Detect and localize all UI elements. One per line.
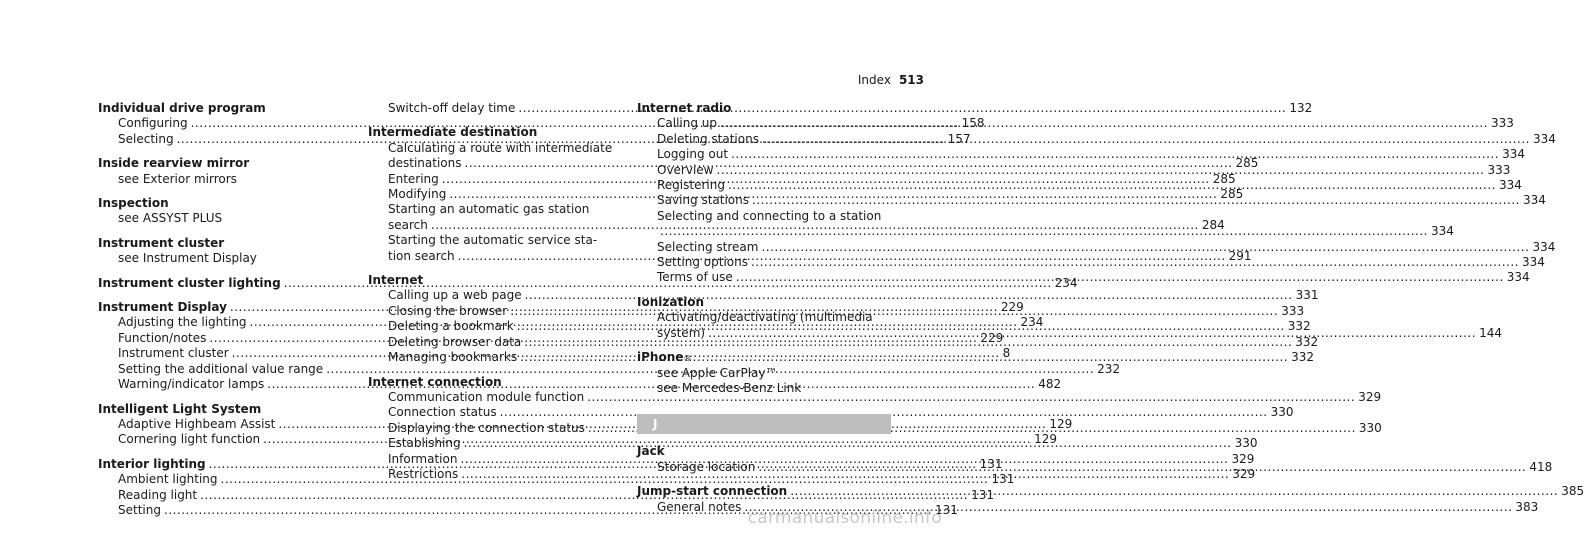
leader-dots <box>758 460 1526 475</box>
index-entry-title-line <box>637 295 869 310</box>
page-header <box>784 73 924 87</box>
entry-title: Individual drive program <box>98 101 266 115</box>
index-subentry <box>637 239 1556 255</box>
subentry-text: see Instrument Display <box>118 251 257 266</box>
subentry-page: 329 <box>1232 466 1256 481</box>
subentry-text: Closing the browser <box>388 303 508 318</box>
leader-dots <box>660 224 1428 239</box>
entry-title: Interior lighting <box>98 456 206 471</box>
subentry-page: 333 <box>1487 162 1511 177</box>
leader-dots <box>761 240 1529 255</box>
index-entry-title-line: iPhone ® <box>637 350 692 365</box>
subentry-text: Function/notes <box>118 330 207 345</box>
subentry-text: Starting the automatic service sta- <box>388 233 598 248</box>
index-subentry <box>637 381 869 396</box>
leader-dots <box>751 255 1519 270</box>
entry-title: Ionization <box>637 294 705 309</box>
subentry-page: 333 <box>1281 303 1305 318</box>
index-entry <box>98 196 330 227</box>
subentry-text: Terms of use <box>657 270 733 285</box>
page-number: 513 <box>898 73 924 87</box>
subentry-text: Restrictions <box>388 466 459 481</box>
index-entry <box>98 156 330 187</box>
subentry-page: 157 <box>947 131 971 146</box>
index-subentry <box>98 211 330 226</box>
subentry-page: 129 <box>1034 432 1058 447</box>
entry-page: 234 <box>1054 275 1078 290</box>
subentry-text: Establishing <box>388 436 461 451</box>
subentry-text: see Apple CarPlay™ <box>657 365 778 380</box>
leader-dots <box>708 326 1476 341</box>
index-subentry <box>637 310 873 325</box>
letter-section-header: J <box>637 414 891 434</box>
entry-page: 229 <box>1000 300 1024 315</box>
subentry-page: 334 <box>1502 147 1525 162</box>
subentry-text: Setting options <box>657 255 748 270</box>
entry-title: Inspection <box>98 196 169 211</box>
index-subentry <box>98 251 330 266</box>
subentry-page: 334 <box>1532 239 1556 254</box>
subentry-page: 285 <box>1212 171 1236 186</box>
index-label: Index <box>857 73 891 87</box>
subentry-page: 333 <box>1490 116 1514 131</box>
subentry-text: Activating/deactivating (multimedia <box>657 310 873 325</box>
leader-dots <box>752 193 1520 208</box>
leader-dots <box>720 116 1488 131</box>
subentry-page: 284 <box>1201 217 1225 232</box>
index-entry-title-line <box>637 444 869 459</box>
subentry-text: Registering <box>657 178 725 193</box>
subentry-text: Displaying the connection status <box>388 420 585 435</box>
subentry-text: search <box>388 217 428 232</box>
entry-title: Internet radio <box>637 101 732 115</box>
subentry-text: Adjusting the lighting <box>118 315 247 330</box>
subentry-page: 131 <box>971 487 995 502</box>
subentry-text: destinations <box>388 156 462 171</box>
subentry-page: 234 <box>1020 315 1044 330</box>
leader-dots <box>790 484 1558 499</box>
index-subentry <box>368 140 613 156</box>
subentry-page: 131 <box>934 502 958 517</box>
index-subentry <box>368 405 1294 420</box>
index-entry <box>98 236 330 267</box>
subentry-page: 332 <box>1291 350 1314 365</box>
subentry-text: Configuring <box>118 116 188 131</box>
subentry-text: Deleting a bookmark <box>388 319 514 334</box>
subentry-page: 383 <box>1515 499 1539 514</box>
subentry-text: Information <box>388 451 458 466</box>
subentry-text: Entering <box>388 171 439 186</box>
entry-title: Inside rearview mirror <box>98 156 250 171</box>
subentry-page: 285 <box>1220 187 1244 202</box>
index-entry-title-line <box>98 402 330 417</box>
subentry-page: 8 <box>1002 346 1011 361</box>
entry-title: Intelligent Light System <box>98 401 262 416</box>
subentry-page: 158 <box>961 116 985 131</box>
subentry-page: 334 <box>1521 255 1545 270</box>
subentry-text: Selecting and connecting to a station <box>657 208 882 223</box>
subentry-text: see Exterior mirrors <box>118 171 237 186</box>
index-entry-title-line <box>98 196 330 211</box>
subentry-text: Selecting <box>118 131 174 146</box>
subentry-page: 418 <box>1529 459 1553 474</box>
subentry-page: 131 <box>991 472 1015 487</box>
index-entry-title-line <box>368 375 600 390</box>
subentry-page: 329 <box>1358 389 1382 404</box>
entry-title: Instrument Display <box>98 300 227 315</box>
leader-dots <box>762 132 1530 147</box>
subentry-text: Calculating a route with intermediate <box>388 140 613 155</box>
leader-dots <box>518 101 1286 116</box>
index-subentry <box>98 172 330 187</box>
index-entry-title-line <box>368 125 600 140</box>
subentry-page: 482 <box>1038 377 1062 392</box>
index-entry-title-line <box>98 236 330 251</box>
subentry-page: 285 <box>1235 156 1259 171</box>
subentry-text: Communication module function <box>388 389 585 404</box>
subentry-page: 132 <box>1289 101 1313 115</box>
subentry-text: see ASSYST PLUS <box>118 211 223 226</box>
leader-dots <box>717 163 1485 178</box>
entry-title: Intermediate destination <box>368 125 538 140</box>
subentry-page: 334 <box>1506 270 1530 285</box>
subentry-page: 334 <box>1430 224 1454 239</box>
subentry-page: 330 <box>1270 405 1294 420</box>
subentry-page: 334 <box>1498 178 1522 193</box>
subentry-page: 331 <box>1295 288 1319 303</box>
leader-dots <box>736 270 1504 285</box>
index-subentry <box>368 389 1382 405</box>
subentry-page: 129 <box>1049 416 1073 431</box>
index-entry-title-line <box>637 101 869 116</box>
subentry-text: system) <box>657 325 706 340</box>
subentry-page: 330 <box>1358 420 1382 435</box>
index-entry <box>637 350 869 396</box>
entry-title: Instrument cluster lighting <box>98 275 281 290</box>
subentry-page: 232 <box>1097 361 1121 376</box>
subentry-text: see Mercedes-Benz Link <box>657 380 802 395</box>
subentry-text: Setting the additional value range <box>118 361 324 376</box>
entry-title: Internet connection <box>368 374 502 389</box>
entry-title: Instrument cluster <box>98 235 225 250</box>
subentry-text: Cornering light function <box>118 432 261 447</box>
subentry-text: Connection status <box>388 405 497 420</box>
subentry-page: 332 <box>1287 319 1311 334</box>
subentry-text: tion search <box>388 248 455 263</box>
subentry-text: Instrument cluster <box>118 346 229 361</box>
leader-dots <box>728 178 1496 193</box>
subentry-text: Deleting stations <box>657 131 759 146</box>
subentry-text: Deleting browser data <box>388 334 522 349</box>
subentry-text: Managing bookmarks <box>388 350 518 365</box>
subentry-page: 330 <box>1234 436 1258 451</box>
index-subentry <box>368 233 600 248</box>
watermark: carmanualsonline.info <box>747 508 942 528</box>
subentry-text: Reading light <box>118 487 198 502</box>
subentry-page: 144 <box>1479 325 1502 340</box>
index-entry-title-line <box>368 273 600 288</box>
subentry-text: Modifying <box>388 187 447 202</box>
entry-page: 385 <box>1561 484 1584 499</box>
subentry-text: Calling up <box>657 116 717 131</box>
subentry-page: 334 <box>1522 193 1546 208</box>
subentry-text: Setting <box>118 502 161 517</box>
index-subentry <box>637 366 869 381</box>
subentry-page: 332 <box>1295 334 1319 349</box>
index-subentry <box>368 202 600 217</box>
subentry-text: Selecting stream <box>657 239 759 254</box>
subentry-page: 329 <box>1231 451 1255 466</box>
subentry-page: 229 <box>980 330 1004 345</box>
entry-title: Jack <box>637 444 665 459</box>
subentry-text: Ambient lighting <box>118 472 218 487</box>
subentry-text: Saving stations <box>657 193 749 208</box>
index-subentry <box>368 217 1225 233</box>
index-entry-title-line <box>98 101 330 116</box>
index-entry-title-line <box>98 156 330 171</box>
index-subentry <box>637 208 882 224</box>
subentry-text: Calling up a web page <box>388 288 522 303</box>
subentry-text: Adaptive Highbeam Assist <box>118 416 276 431</box>
entry-title: Internet <box>368 273 424 288</box>
subentry-text: Warning/indicator lamps <box>118 377 265 392</box>
entry-title: Jump-start connection <box>637 484 788 499</box>
subentry-text: Storage location <box>657 459 756 474</box>
entry-page: 131 <box>979 456 1003 471</box>
subentry-page: 334 <box>1532 131 1556 146</box>
leader-dots <box>510 304 1278 319</box>
subentry-page: 291 <box>1228 248 1252 263</box>
subentry-text: General notes <box>657 499 742 514</box>
subentry-text: Overview <box>657 162 714 177</box>
leader-dots <box>731 147 1499 162</box>
index-subentry <box>637 147 1525 162</box>
subentry-text: Switch-off delay time <box>388 101 516 115</box>
subentry-text: Logging out <box>657 147 729 162</box>
leader-dots <box>520 350 1288 365</box>
entry-title: iPhone <box>637 350 684 365</box>
subentry-text: Starting an automatic gas station <box>388 202 590 217</box>
